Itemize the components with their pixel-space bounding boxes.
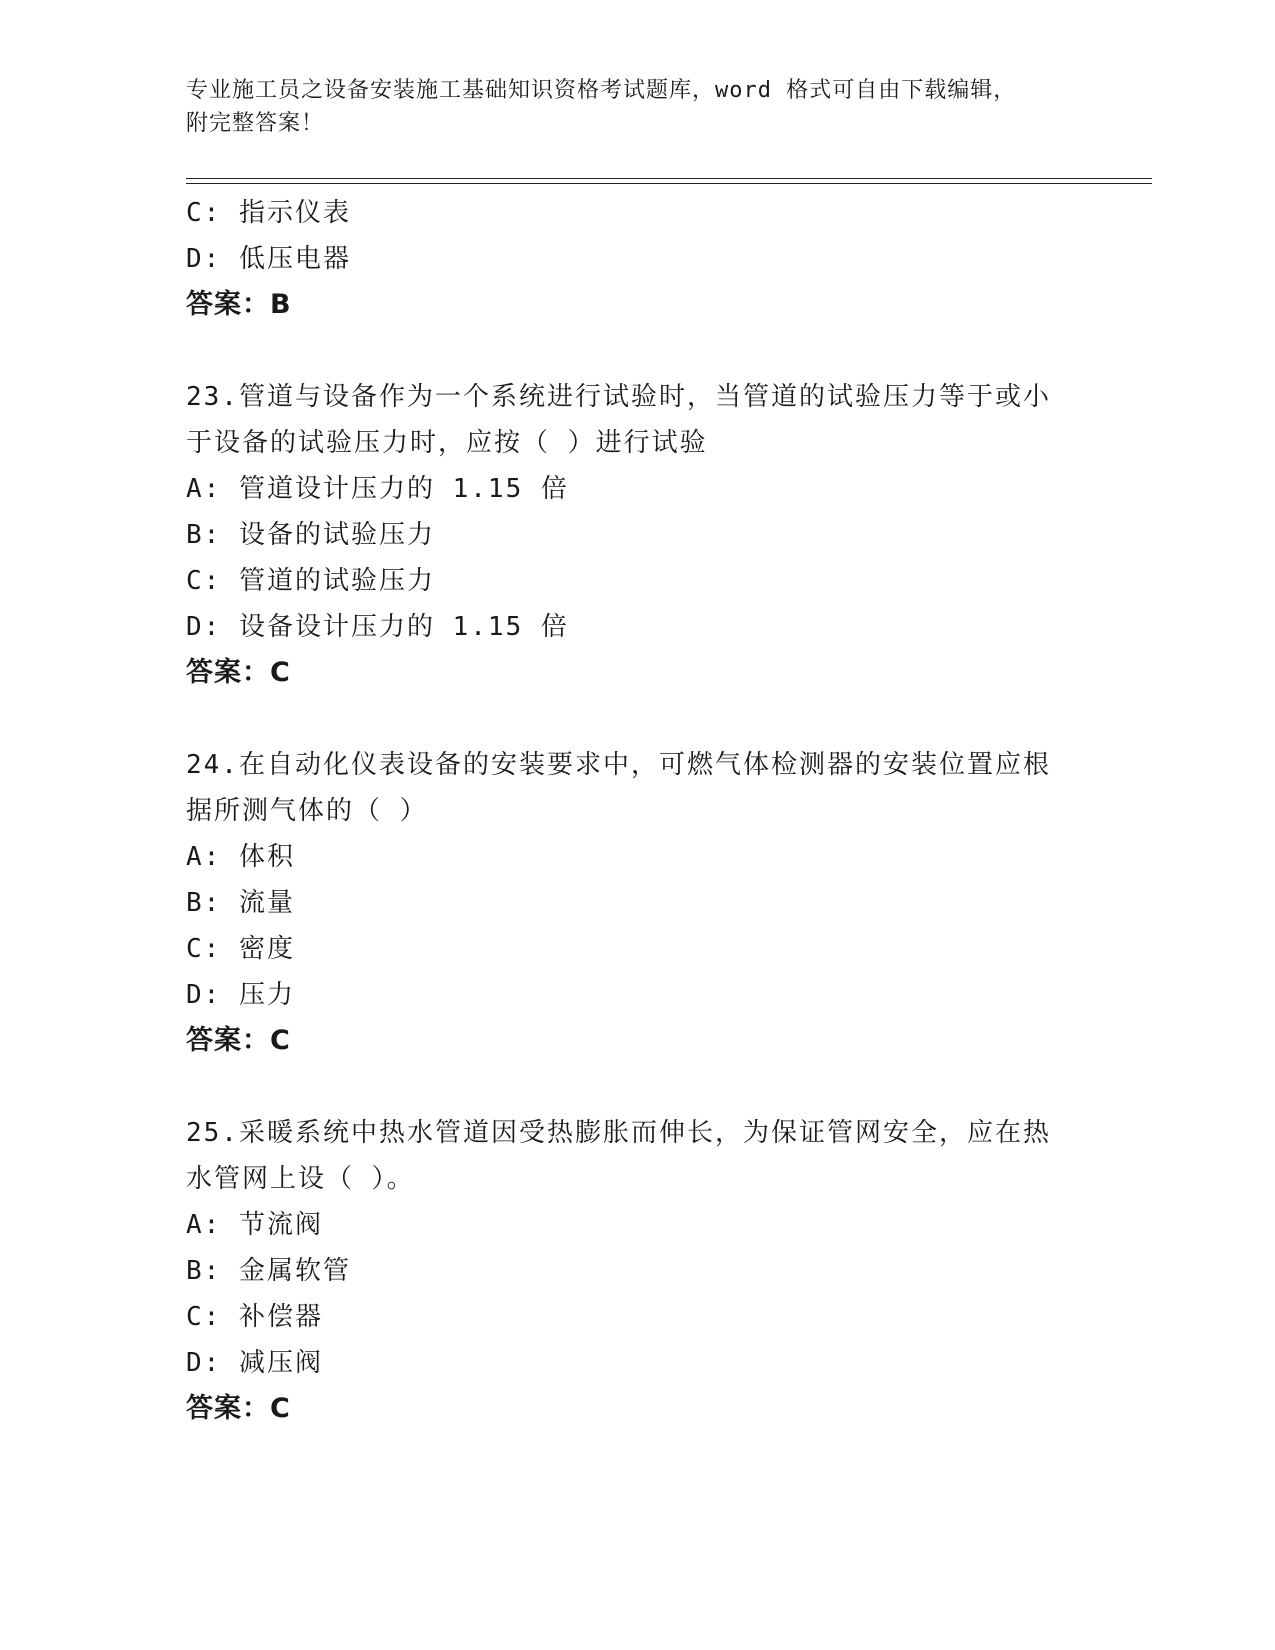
question-stem-line: 25.采暖系统中热水管道因受热膨胀而伸长，为保证管网安全，应在热: [186, 1118, 1051, 1148]
answer-line: 答案：C: [186, 1393, 291, 1424]
option-a: A: 体积: [186, 842, 295, 872]
option-a: A: 管道设计压力的 1.15 倍: [186, 474, 569, 504]
header-title-line-2: 附完整答案！: [186, 111, 325, 136]
answer-line: 答案：C: [186, 657, 291, 688]
question-25: [186, 1110, 1086, 1432]
answer-line: 答案：C: [186, 1025, 291, 1056]
option-c: C: 管道的试验压力: [186, 566, 435, 596]
option-a: A: 节流阀: [186, 1210, 323, 1240]
question-spacer: [186, 328, 1086, 374]
option-d: D: 减压阀: [186, 1348, 323, 1378]
question-stem-line: 水管网上设（ ）。: [186, 1164, 415, 1194]
question-spacer: [186, 1064, 1086, 1110]
question-stem-line: 24.在自动化仪表设备的安装要求中，可燃气体检测器的安装位置应根: [186, 750, 1051, 780]
question-content: [186, 190, 1086, 1432]
question-22-continued: [186, 190, 1086, 328]
question-24: [186, 742, 1086, 1064]
header-divider-top: [186, 178, 1152, 179]
header-divider-bottom: [186, 183, 1152, 184]
question-stem-line: 23.管道与设备作为一个系统进行试验时，当管道的试验压力等于或小: [186, 382, 1051, 412]
option-c: C: 指示仪表: [186, 198, 351, 228]
question-23: [186, 374, 1086, 696]
document-header: [186, 74, 1086, 140]
option-d: D: 压力: [186, 980, 295, 1010]
header-title-line-1: 专业施工员之设备安装施工基础知识资格考试题库，word 格式可自由下载编辑，: [186, 78, 1017, 103]
question-stem-line: 于设备的试验压力时，应按（ ）进行试验: [186, 428, 708, 458]
answer-line: 答案：B: [186, 289, 292, 320]
option-b: B: 流量: [186, 888, 295, 918]
option-c: C: 补偿器: [186, 1302, 323, 1332]
question-stem-line: 据所测气体的（ ）: [186, 796, 428, 826]
option-b: B: 金属软管: [186, 1256, 351, 1286]
option-d: D: 低压电器: [186, 244, 351, 274]
question-spacer: [186, 696, 1086, 742]
option-c: C: 密度: [186, 934, 295, 964]
option-d: D: 设备设计压力的 1.15 倍: [186, 612, 569, 642]
option-b: B: 设备的试验压力: [186, 520, 435, 550]
